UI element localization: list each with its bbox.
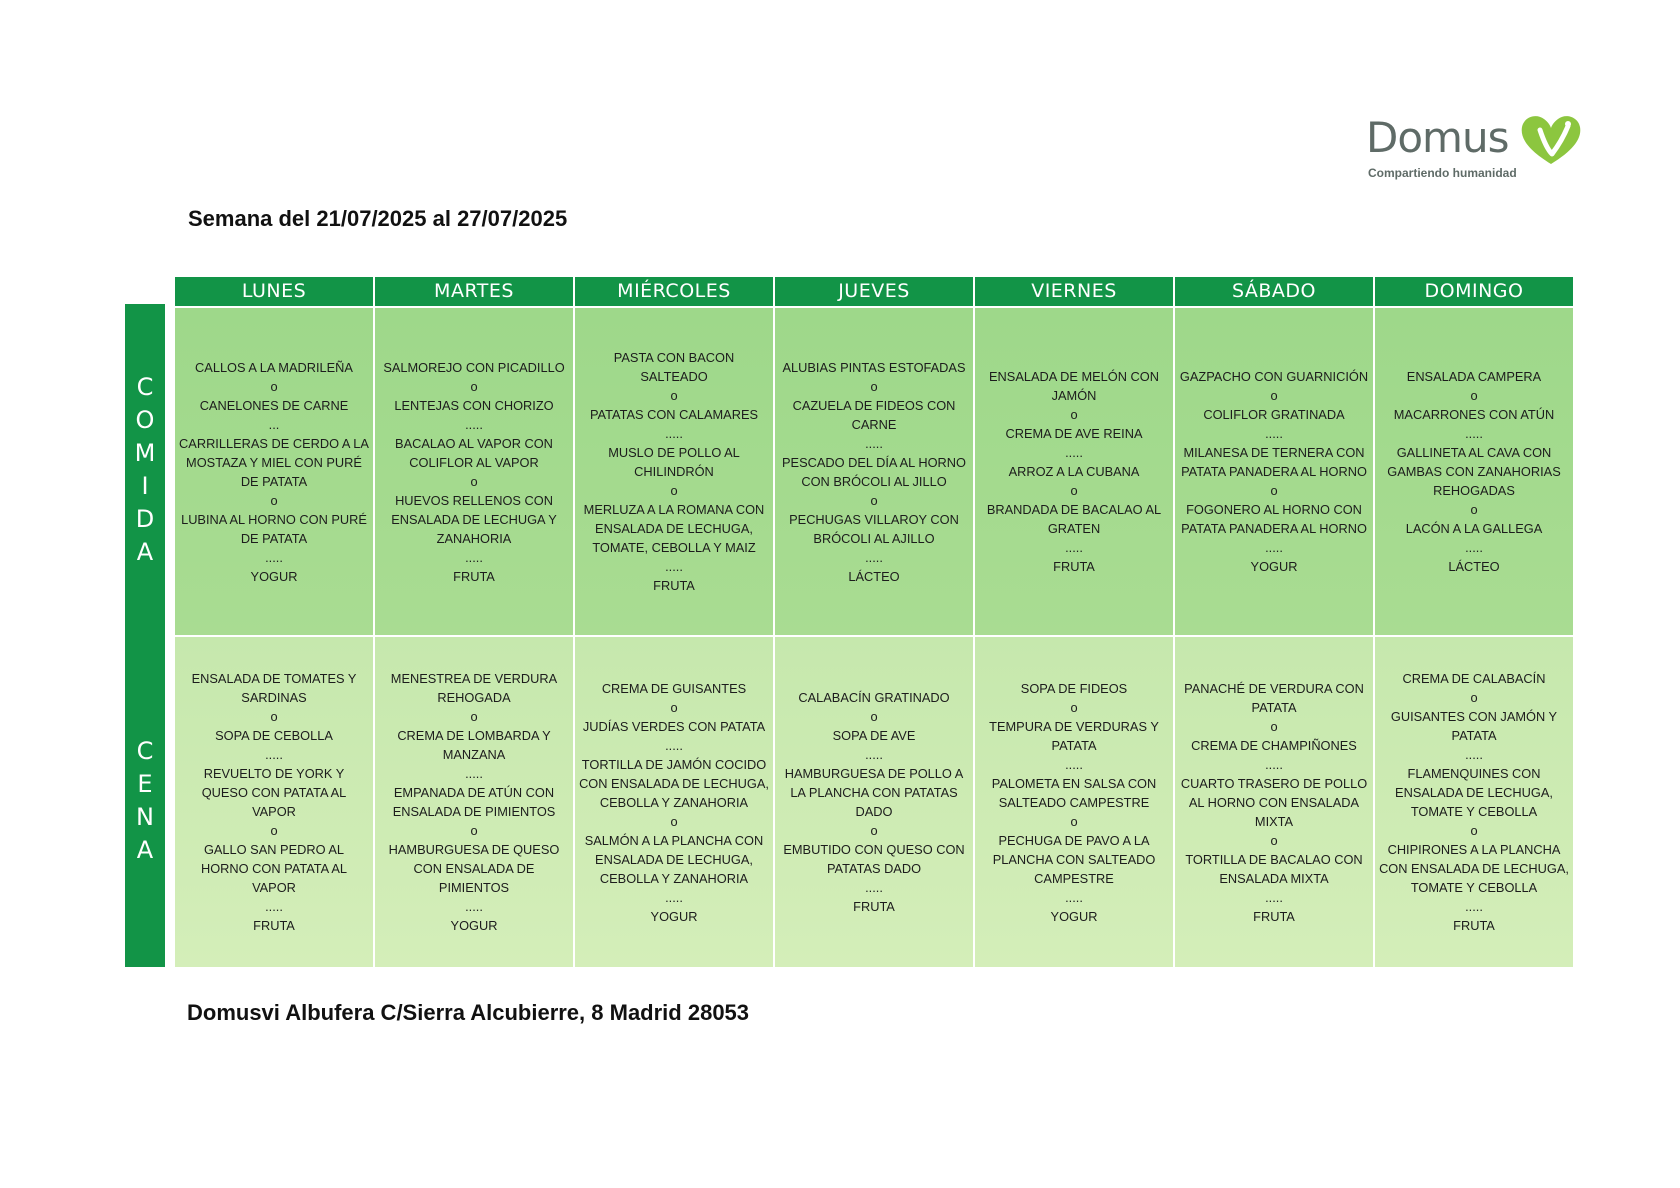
dish-item: LACÓN A LA GALLEGA [1405,521,1543,536]
weekly-menu-table [125,277,1569,967]
dish-item: CUARTO TRASERO DE POLLO AL HORNO CON ENSALADA MIXTA [1180,775,1368,829]
dish-item: CREMA DE LOMBARDA Y MANZANA [397,728,551,762]
logo-wordmark: Domus [1366,113,1509,162]
dish-item: JUDÍAS VERDES CON PATATA [582,718,766,734]
menu-separator: o [470,823,478,838]
menu-separator: o [670,388,678,403]
row-label-comida [125,304,165,635]
row-label-letter: E [137,770,153,798]
cena-menu-cell [375,637,573,967]
menu-separator: ..... [1465,426,1483,441]
menu-separator: ... [268,416,280,432]
dish-item: PALOMETA EN SALSA CON SALTEADO CAMPESTRE [991,775,1157,810]
day-header: LUNES [175,277,373,306]
dish-item: CALABACÍN GRATINADO [798,690,950,705]
dish-item: TORTILLA DE BACALAO CON ENSALADA MIXTA [1185,851,1363,886]
dish-item: GALLO SAN PEDRO AL HORNO CON PATATA AL VAPOR [200,842,347,895]
cena-menu-cell [1375,637,1573,967]
menu-separator: ..... [265,549,283,565]
menu-separator: o [670,483,678,498]
dish-item: CAZUELA DE FIDEOS CON CARNE [792,397,956,432]
menu-separator: ..... [465,416,483,432]
dish-item: LÁCTEO [848,568,900,584]
dish-item: YOGUR [250,568,298,584]
menu-separator: ..... [1265,889,1283,905]
menu-separator: o [870,709,878,724]
dish-item: EMPANADA DE ATÚN CON ENSALADA DE PIMIENTOS [392,785,556,819]
menu-separator: o [1070,813,1078,829]
dish-item: EMBUTIDO CON QUESO CON PATATAS DADO [783,842,965,876]
menu-separator: ..... [1065,889,1083,905]
menu-separator: o [670,813,678,829]
menu-separator: ..... [265,899,283,914]
day-header: MARTES [375,277,573,306]
menu-separator: o [1070,483,1078,498]
row-label-cena [125,635,165,967]
row-label-letter: I [141,471,149,500]
menu-separator: ..... [665,889,683,905]
dish-item: YOGUR [1050,908,1098,924]
row-label-letter: O [135,405,155,434]
menu-separator: ..... [865,435,883,451]
dish-item: FRUTA [853,899,895,914]
dish-item: CALLOS A LA MADRILEÑA [195,359,353,375]
dish-item: PECHUGA DE PAVO A LA PLANCHA CON SALTEADO CAMPESTRE [992,832,1156,886]
menu-separator: o [870,378,878,394]
menu-separator: ..... [665,426,683,441]
menu-separator: ..... [465,549,483,565]
comida-menu-cell [1375,308,1573,635]
dish-item: MILANESA DE TERNERA CON PATATA PANADERA AL HORNO [1181,445,1367,479]
dish-item: GALLINETA AL CAVA CON GAMBAS CON ZANAHORIAS REHOGADAS [1387,445,1561,498]
menu-separator: ..... [1065,445,1083,460]
dish-item: YOGUR [1250,559,1298,574]
dish-item: CHIPIRONES A LA PLANCHA CON ENSALADA DE LECHUGA, TOMATE Y CEBOLLA [1379,842,1569,895]
menu-separator: o [270,709,278,724]
dish-item: SOPA DE FIDEOS [1020,680,1128,696]
day-header: VIERNES [975,277,1173,306]
menu-separator: ..... [1265,426,1283,441]
dish-item: MERLUZA A LA ROMANA CON ENSALADA DE LECHUGA, TOMATE, CEBOLLA Y MAIZ [583,502,765,555]
menu-separator: o [1470,388,1478,403]
row-label-letter: A [136,836,154,864]
day-header: JUEVES [775,277,973,306]
comida-menu-cell [575,308,773,635]
row-label-letter: A [136,537,154,566]
menu-separator: ..... [465,766,483,781]
dish-item: GUISANTES CON JAMÓN Y PATATA [1390,709,1558,743]
day-header: MIÉRCOLES [575,277,773,306]
menu-separator: o [1470,823,1478,838]
dish-item: HAMBURGUESA DE POLLO A LA PLANCHA CON PATATAS DADO [784,766,964,819]
dish-item: COLIFLOR GRATINADA [1203,407,1345,422]
dish-item: FRUTA [1453,918,1495,933]
menu-separator: o [470,473,478,489]
menu-separator: o [1470,502,1478,517]
row-label-letter: C [136,737,154,765]
menu-separator: o [470,378,478,394]
dish-item: GAZPACHO CON GUARNICIÓN [1179,369,1369,384]
dish-item: FRUTA [653,578,695,593]
dish-item: HUEVOS RELLENOS CON ENSALADA DE LECHUGA Y ZANAHORIA [391,492,557,546]
dish-item: HAMBURGUESA DE QUESO CON ENSALADA DE PIMIENTOS [388,842,560,895]
dish-item: BACALAO AL VAPOR CON COLIFLOR AL VAPOR [395,435,553,470]
menu-separator: ..... [1065,540,1083,555]
dish-item: SALMÓN A LA PLANCHA CON ENSALADA DE LECHUGA, CEBOLLA Y ZANAHORIA [584,832,764,886]
comida-menu-cell [975,308,1173,635]
menu-separator: ..... [265,747,283,762]
menu-separator: o [270,378,278,394]
comida-menu-cell [375,308,573,635]
dish-item: CARRILLERAS DE CERDO A LA MOSTAZA Y MIEL CON PURÉ DE PATATA [179,435,369,489]
dish-item: PESCADO DEL DÍA AL HORNO CON BRÓCOLI AL JILLO [782,454,966,489]
menu-separator: o [270,823,278,838]
cena-menu-cell [775,637,973,967]
menu-separator: ..... [1465,540,1483,555]
menu-separator: o [1270,483,1278,498]
menu-separator: o [1270,832,1278,848]
heart-leaf-icon [1518,112,1584,168]
dish-item: PATATAS CON CALAMARES [589,407,759,422]
domusvi-logo [1366,108,1596,184]
menu-separator: ..... [1265,540,1283,555]
row-label-letter: N [136,803,154,831]
comida-menu-cell [175,308,373,635]
menu-separator: ..... [865,880,883,895]
dish-item: FOGONERO AL HORNO CON PATATA PANADERA AL HORNO [1181,502,1367,536]
menu-separator: o [670,699,678,715]
comida-menu-cell [1175,308,1373,635]
menu-separator: ..... [1465,747,1483,762]
dish-item: TORTILLA DE JAMÓN COCIDO CON ENSALADA DE LECHUGA, CEBOLLA Y ZANAHORIA [579,756,769,810]
menu-separator: o [1270,718,1278,734]
menu-separator: o [1270,388,1278,403]
dish-item: CANELONES DE CARNE [199,397,349,413]
menu-separator: o [870,823,878,838]
dish-item: MENESTREA DE VERDURA REHOGADA [390,671,558,705]
menu-separator: ..... [865,549,883,565]
menu-separator: ..... [665,737,683,753]
menu-separator: o [1070,407,1078,422]
dish-item: FLAMENQUINES CON ENSALADA DE LECHUGA, TOMATE Y CEBOLLA [1395,766,1553,819]
menu-separator: o [470,709,478,724]
dish-item: ENSALADA CAMPERA [1406,369,1542,384]
center-address: Domusvi Albufera C/Sierra Alcubierre, 8 Madrid 28053 [187,1000,750,1025]
logo-tagline: Compartiendo humanidad [1368,166,1517,180]
day-header: SÁBADO [1175,277,1373,306]
dish-item: FRUTA [253,918,295,933]
dish-item: ENSALADA DE MELÓN CON JAMÓN [989,369,1159,403]
dish-item: CREMA DE CHAMPIÑONES [1191,737,1357,753]
dish-item: BRANDADA DE BACALAO AL GRATEN [986,502,1162,536]
dish-item: TEMPURA DE VERDURAS Y PATATA [989,718,1159,753]
dish-item: REVUELTO DE YORK Y QUESO CON PATATA AL VAPOR [201,766,347,819]
menu-separator: ..... [1465,899,1483,914]
dish-item: MACARRONES CON ATÚN [1393,407,1555,422]
cena-menu-cell [1175,637,1373,967]
dish-item: FRUTA [1053,559,1095,574]
cena-menu-cell [975,637,1173,967]
menu-separator: o [270,492,278,508]
menu-separator: ..... [865,747,883,762]
dish-item: FRUTA [453,568,495,584]
dish-item: MUSLO DE POLLO AL CHILINDRÓN [608,445,740,479]
dish-item: SALMOREJO CON PICADILLO [383,359,565,375]
row-label-letter: C [136,372,154,401]
dish-item: YOGUR [450,918,498,933]
cena-menu-cell [575,637,773,967]
menu-separator: ..... [665,559,683,574]
menu-separator: o [1070,699,1078,715]
dish-item: CREMA DE AVE REINA [1005,426,1143,441]
dish-item: LENTEJAS CON CHORIZO [394,397,554,413]
dish-item: SOPA DE AVE [832,728,916,743]
row-label-letter: M [134,438,156,467]
dish-item: YOGUR [650,908,698,924]
dish-item: ALUBIAS PINTAS ESTOFADAS [782,359,966,375]
menu-separator: ..... [465,899,483,914]
menu-separator: ..... [1065,756,1083,772]
dish-item: FRUTA [1253,908,1295,924]
row-label-letter: D [135,504,155,533]
dish-item: PANACHÉ DE VERDURA CON PATATA [1184,680,1364,715]
menu-separator: ..... [1265,756,1283,772]
menu-separator: o [870,492,878,508]
menu-separator: o [1470,690,1478,705]
week-title: Semana del 21/07/2025 al 27/07/2025 [188,206,568,231]
dish-item: ARROZ A LA CUBANA [1008,464,1140,479]
day-header: DOMINGO [1375,277,1573,306]
dish-item: SOPA DE CEBOLLA [215,728,333,743]
dish-item: CREMA DE CALABACÍN [1402,671,1546,686]
dish-item: CREMA DE GUISANTES [601,680,747,696]
dish-item: ENSALADA DE TOMATES Y SARDINAS [191,671,357,705]
cena-menu-cell [175,637,373,967]
dish-item: LÁCTEO [1448,559,1500,574]
comida-menu-cell [775,308,973,635]
dish-item: PASTA CON BACON SALTEADO [613,350,735,384]
dish-item: PECHUGAS VILLAROY CON BRÓCOLI AL AJILLO [789,511,959,546]
dish-item: LUBINA AL HORNO CON PURÉ DE PATATA [181,511,367,546]
